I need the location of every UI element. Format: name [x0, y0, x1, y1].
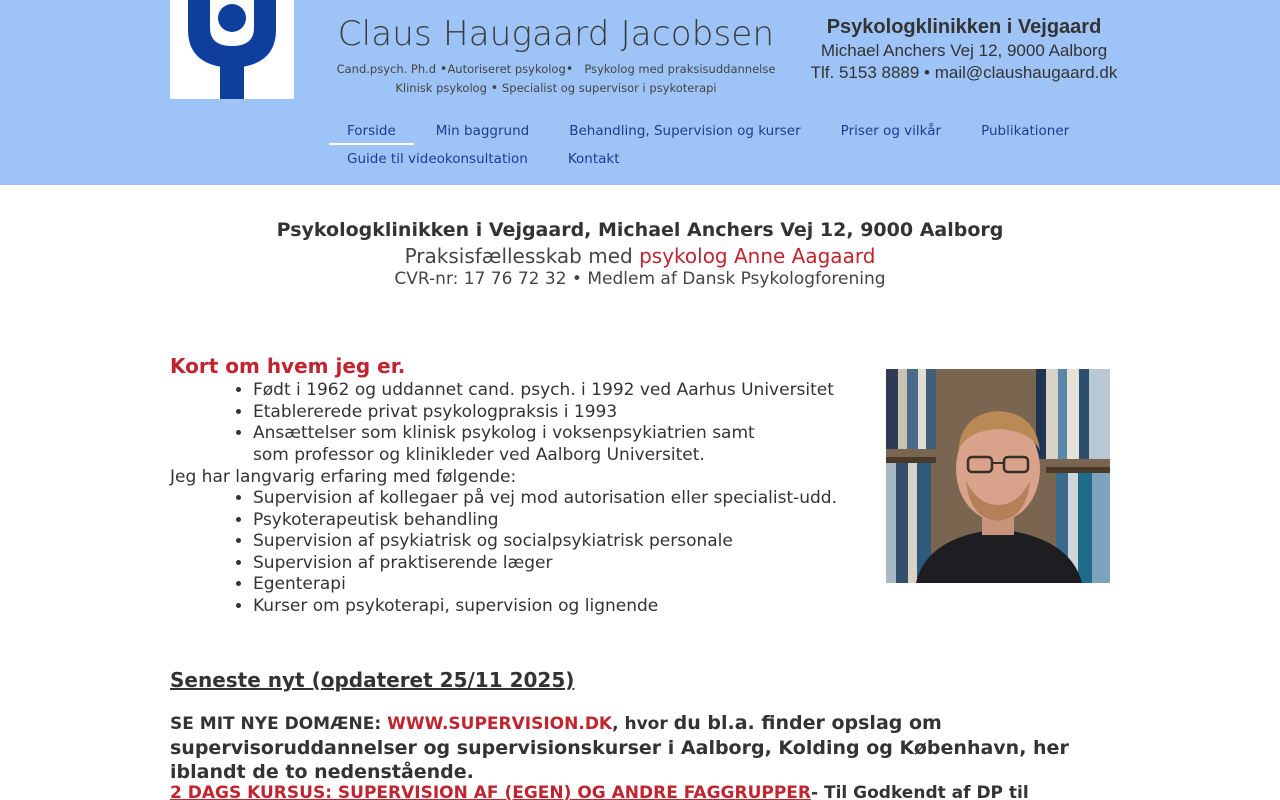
- list-item: • Egenterapi: [253, 574, 860, 596]
- list-item-continuation: som professor og kliniklеder ved Aalborg Universitet.: [253, 444, 705, 465]
- credential-item: Specialist og supervisor i psykoterapi: [501, 81, 717, 95]
- experience-intro: Jeg har langvarig erfaring med følgende:: [170, 467, 517, 487]
- experience-list: [253, 488, 860, 617]
- partnership-text: Praksisfællesskab med: [404, 244, 640, 268]
- site-title: Claus Haugaard Jacobsen: [337, 14, 775, 54]
- intro-address: Psykologklinikken i Vejgaard, Michael Anchers Vej 12, 9000 Aalborg: [276, 219, 1004, 241]
- credentials: [330, 60, 782, 98]
- list-item: [253, 423, 860, 466]
- news-lead-prefix: SE MIT NYE DOMÆNE:: [170, 714, 388, 734]
- nav-item-forside[interactable]: Forside: [329, 117, 414, 145]
- course-announcement: [170, 783, 1110, 800]
- news-lead-text: du bl.a. finder opslag om supervisoruddannelser og supervisionskurser i Aalborg, Kolding og København, her iblandt de to nedenstående.: [170, 712, 1069, 783]
- course-link[interactable]: 2 DAGS KURSUS: SUPERVISION AF (EGEN) OG ANDRE FAGGRUPPER: [170, 783, 812, 800]
- clinic-name: Psykologklinikken i Vejgaard: [826, 16, 1102, 38]
- list-item: • Psykoterapeutisk behandling: [253, 510, 860, 532]
- list-item: • Supervision af psykiatrisk og socialpsykiatrisk personale: [253, 531, 860, 553]
- facts-list: [253, 380, 860, 466]
- news-lead-mid: , hvor: [612, 714, 674, 734]
- news-lead: [170, 711, 1110, 784]
- news-title: Seneste nyt (opdateret 25/11 2025): [170, 668, 575, 692]
- portrait-photo: [886, 369, 1110, 583]
- nav-item-behandling[interactable]: Behandling, Supervision og kurser: [569, 123, 801, 139]
- list-item: • Kurser om psykoterapi, supervision og lignende: [253, 596, 860, 618]
- site-header: [0, 0, 1280, 185]
- clinic-info: [800, 14, 1128, 84]
- list-item: • Etablererede privat psykologpraksis i 1993: [253, 402, 860, 424]
- intro-section: [170, 216, 1110, 290]
- about-heading: Kort om hvem jeg er.: [170, 354, 406, 378]
- clinic-contact[interactable]: Tlf. 5153 8889 • mail@claushaugaard.dk: [810, 63, 1118, 82]
- separator-dot: •: [565, 62, 574, 77]
- course-text: - Til Godkendt af DP til: [811, 783, 1029, 800]
- separator-dot: •: [439, 62, 448, 77]
- list-item: • Supervision af kollegaer på vej mod autorisation eller specialist-udd.: [253, 488, 860, 510]
- credential-item: Cand.psych. Ph.d: [336, 62, 437, 76]
- clinic-address: Michael Anchers Vej 12, 9000 Aalborg: [820, 41, 1108, 60]
- about-section: [170, 352, 860, 617]
- main-nav: [329, 117, 1089, 173]
- nav-item-min-baggrund[interactable]: Min baggrund: [435, 123, 530, 139]
- separator-dot: •: [490, 81, 499, 96]
- nav-item-kontakt[interactable]: Kontakt: [567, 151, 620, 167]
- credential-item: Psykolog med praksisuddannelse: [584, 62, 776, 76]
- credential-item: Autoriseret psykolog: [447, 62, 566, 76]
- supervision-domain-link[interactable]: WWW.SUPERVISION.DK: [387, 714, 613, 734]
- nav-item-guide[interactable]: Guide til videokonsultation: [347, 151, 528, 167]
- intro-partnership: [170, 244, 1110, 268]
- credential-item: Klinisk psykolog: [395, 81, 487, 95]
- psychologist-logo[interactable]: [170, 0, 294, 99]
- list-item: • Supervision af praktiserende læger: [253, 553, 860, 575]
- list-item-text: Ansættelser som klinisk psykolog i voksenpsykiatrien samt: [253, 423, 755, 443]
- partner-link[interactable]: psykolog Anne Aagaard: [639, 244, 876, 268]
- nav-item-publikationer[interactable]: Publikationer: [981, 123, 1070, 139]
- list-item: • Født i 1962 og uddannet cand. psych. i 1992 ved Aarhus Universitet: [253, 380, 860, 402]
- nav-item-priser[interactable]: Priser og vilkår: [840, 123, 942, 139]
- intro-cvr: CVR-nr: 17 76 72 32 • Medlem af Dansk Psykologforening: [394, 269, 886, 289]
